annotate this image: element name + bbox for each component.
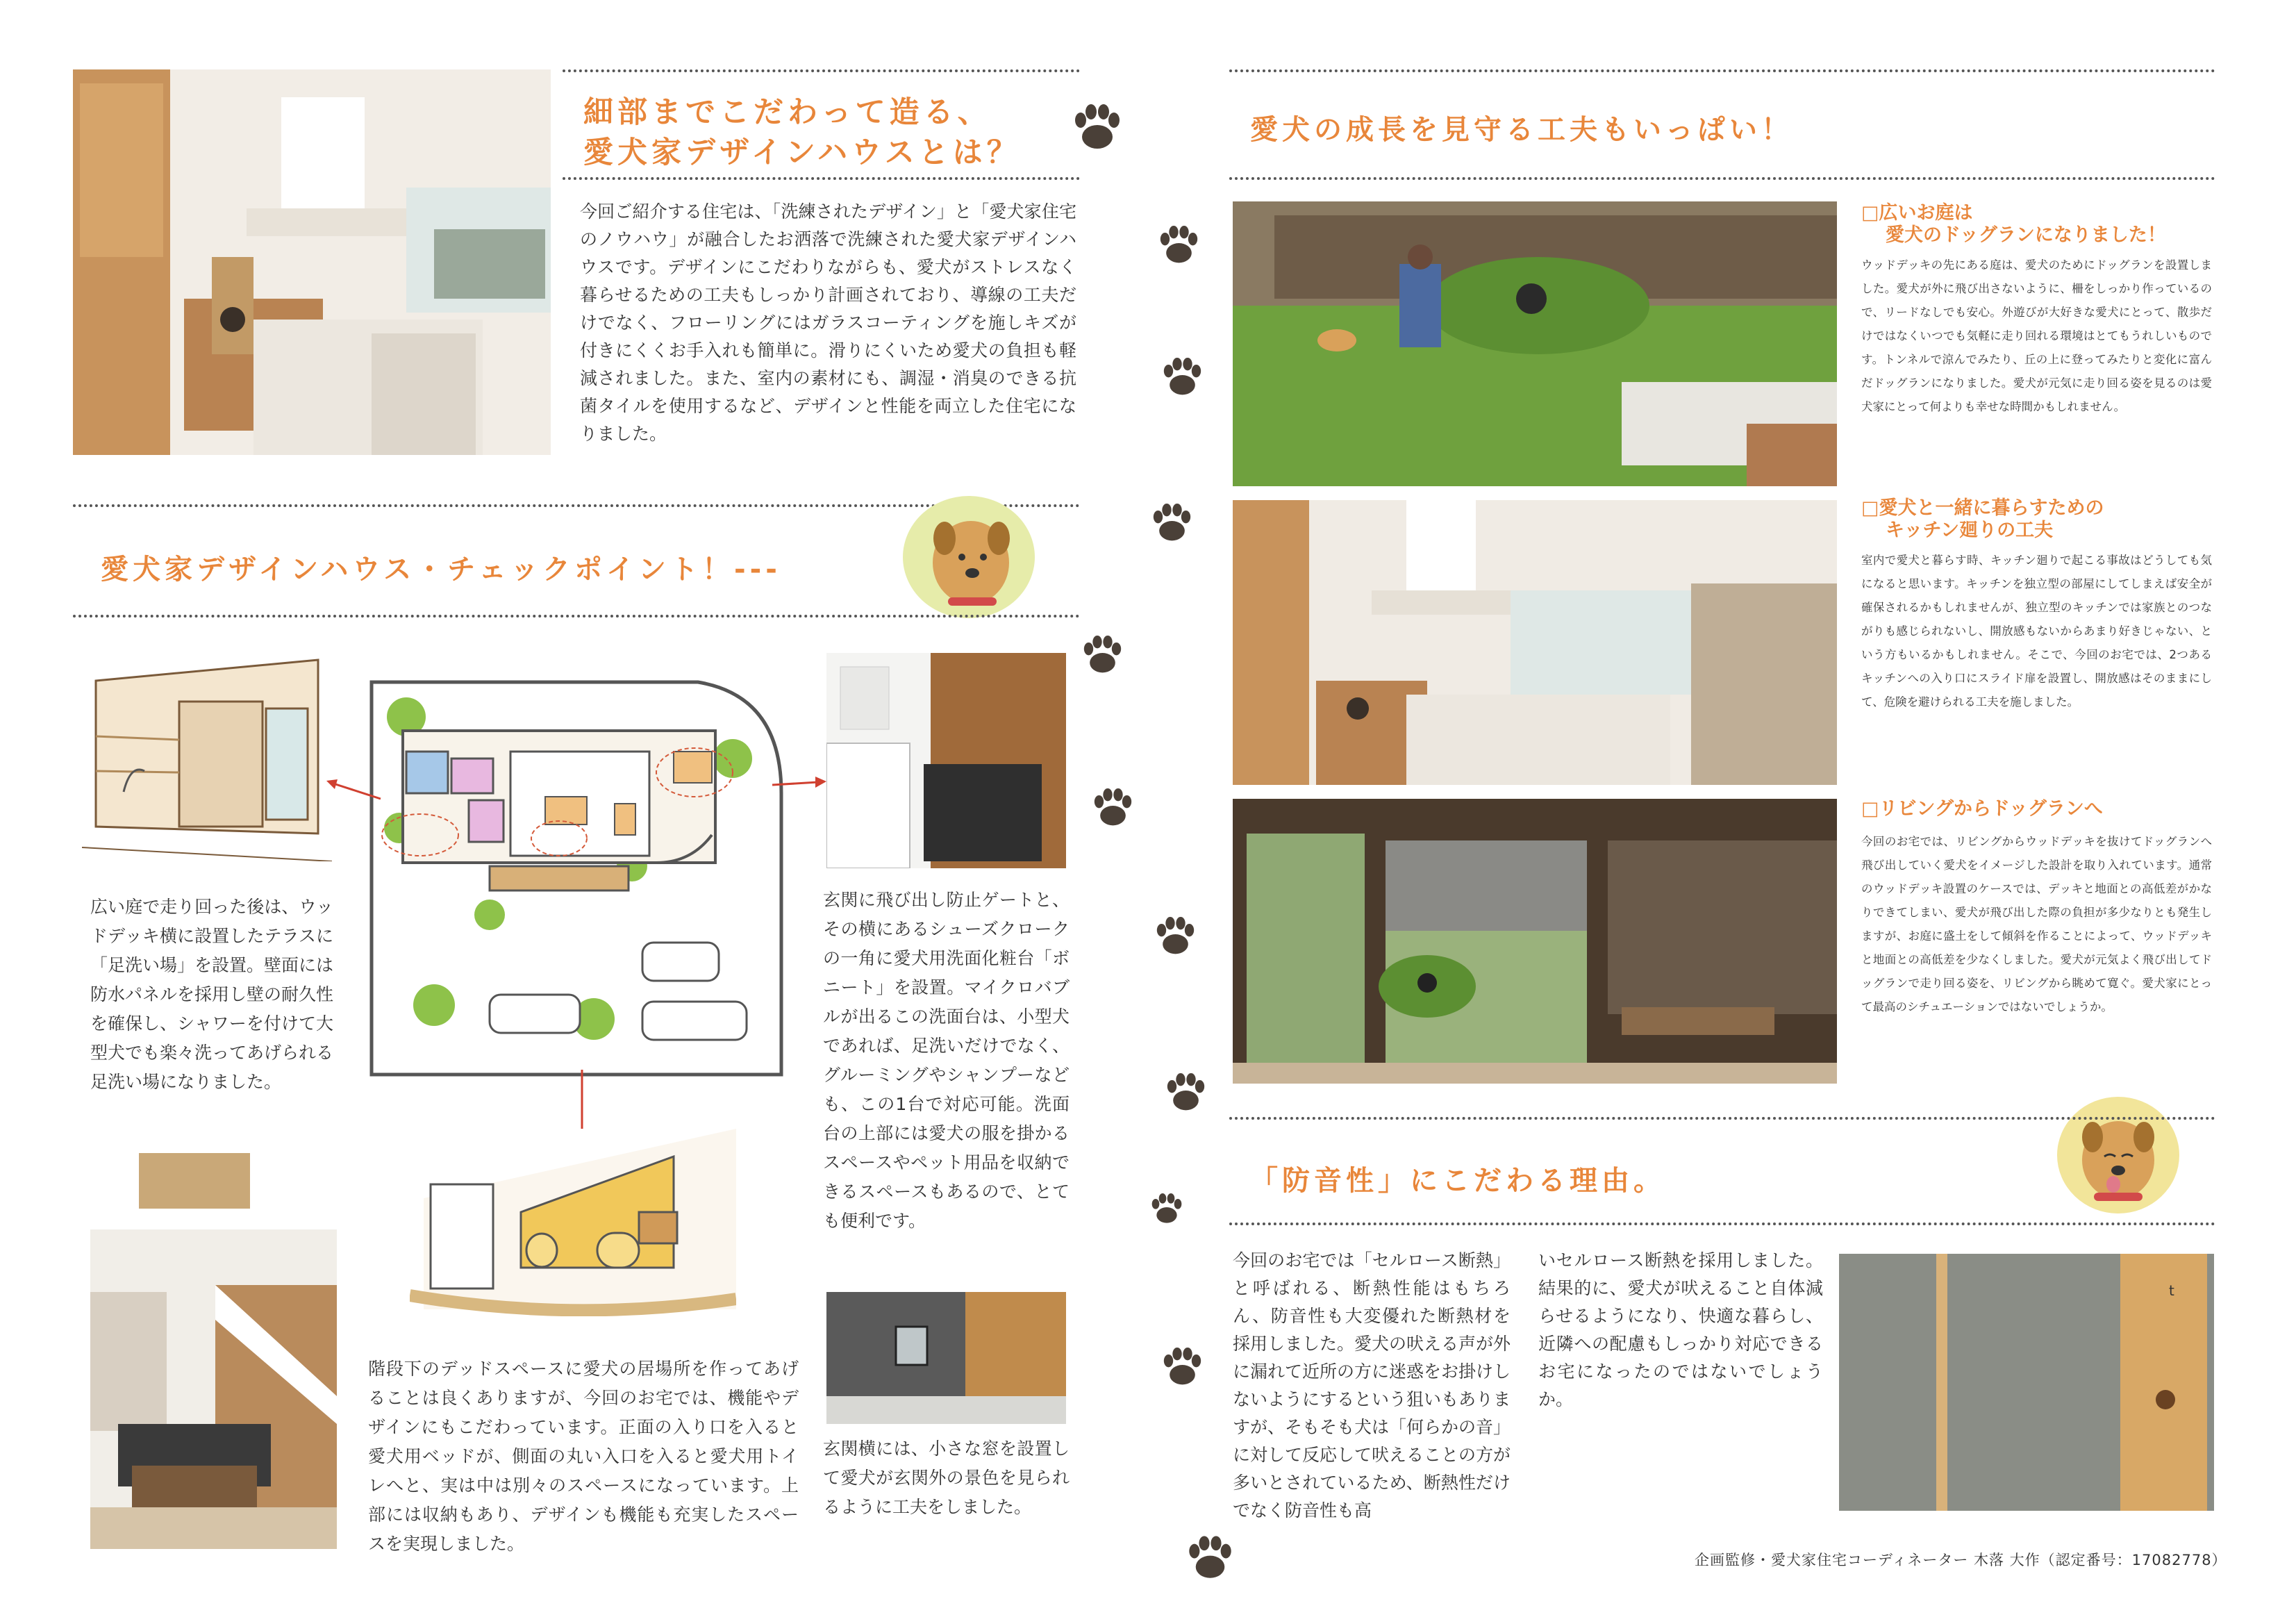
kitchen-photo-right — [1233, 500, 1837, 785]
paw-icon — [1087, 781, 1139, 834]
growth-heading: 愛犬の成長を見守る工夫もいっぱい！ — [1250, 114, 1793, 146]
checkpoint-heading: 愛犬家デザインハウス・チェックポイント！--- — [101, 554, 781, 586]
checkpoint-text-left: 広い庭で走り回った後は、ウッドデッキ横に設置したテラスに「足洗い場」を設置。壁面には防水パネルを採用し壁の耐久性を確保し、シャワーを付けて大型犬でも楽々洗ってあげられる足洗い場になりました。 — [90, 897, 334, 1092]
checkpoint-text-bottom-center: 階段下のデッドスペースに愛犬の居場所を作ってあげることは良くありますが、今回のお宅では、機能やデザインにもこだわっています。正面の入り口を入ると愛犬用ベッドが、側面の丸い入口を入ると愛犬用トイレへと、実は中は別々のスペースになっています。上部には収納もあり、デザインも機能も充実したスペースを実現しました。 — [368, 1359, 799, 1554]
growth-item2-body: 室内で愛犬と暮らす時、キッチン廻りで起こる事故はどうしても気になると思います。キッチンを独立型の部屋にしてしまえば安全が確保されるかもしれませんが、独立型のキッチンでは家族とのつながりも感じられないし、開放感もないからあまり好きじゃない、という方もいるかもしれません。そこで、今回のお宅では、2つあるキッチンへの入り口にスライド扉を設置し、開放感はそのままにして、危険を避けられる工夫を施しました。 — [1861, 554, 2212, 709]
growth-item2-title-line1: □愛犬と一緒に暮らすための — [1861, 497, 2104, 519]
growth-item1-title-line2: 愛犬のドッグランになりました！ — [1886, 224, 2166, 246]
section1-body: 今回ご紹介する住宅は、「洗練されたデザイン」と「愛犬家住宅のノウハウ」が融合したお洒落で洗練された愛犬家デザインハウスです。デザインにこだわりながらも、愛犬がストレスなく暮らせるための工夫もしっかり計画されており、導線の工夫だけでなく、フローリングにはガラスコーティングを施しキズが付きにくくお手入れも簡単に。滑りにくいため愛犬の負担も軽減されました。また、室内の素材にも、調湿・消臭のできる抗菌タイルを使用するなど、デザインと性能を両立した住宅になりました。 — [580, 201, 1076, 444]
soundproof-col2: いセルロース断熱を採用しました。結果的に、愛犬が吠えること自体減らせるようになり、快適な暮らし、近隣への配慮もしっかり対応できるお宅になったのではないでしょうか。 — [1538, 1250, 1823, 1409]
paw-icon — [1076, 629, 1129, 681]
paw-icon — [1181, 1528, 1240, 1587]
living-stair-photo — [90, 1146, 337, 1549]
living-to-dogrun-photo — [1233, 799, 1837, 1084]
dog-illustration-2 — [2052, 1094, 2184, 1216]
paw-icon — [1146, 497, 1198, 549]
divider — [1229, 69, 2215, 72]
growth-item1-title-line1: □広いお庭は — [1861, 202, 1973, 224]
growth-item3-title: □リビングからドッグランへ — [1861, 798, 2103, 820]
paw-icon — [1156, 351, 1208, 403]
svg-text:t: t — [2169, 1282, 2174, 1299]
section1-heading-line1: 細部までこだわって造る、 — [583, 95, 992, 130]
paw-icon — [1160, 1066, 1212, 1118]
paw-icon — [1146, 1188, 1188, 1229]
growth-item1-body: ウッドデッキの先にある庭は、愛犬のためにドッグランを設置しました。愛犬が外に飛び出さないように、柵をしっかり作っているので、リードなしでも安心。外遊びが大好きな愛犬にとって、散歩だけではなくいつでも気軽に走り回れる環境はとてもうれしいものです。トンネルで涼んでみたり、丘の上に登ってみたりと変化に富んだドッグランになりました。愛犬が元気に走り回る姿を見るのは愛犬家にとって何よりも幸せな時間かもしれません。 — [1861, 258, 2212, 413]
soundproof-heading: 「防音性」にこだわる理由。 — [1250, 1165, 1665, 1197]
divider — [1229, 177, 2215, 180]
divider — [73, 615, 1080, 618]
divider — [563, 69, 1080, 72]
paw-icon — [1153, 219, 1205, 271]
paw-icon — [1066, 96, 1129, 158]
divider — [1229, 1223, 2215, 1225]
cellulose-insulation-photo — [1839, 1254, 2214, 1511]
wash-area-sketch — [82, 653, 332, 861]
divider — [563, 177, 1080, 180]
arrow-left — [326, 778, 382, 806]
floor-plan — [365, 675, 788, 1082]
entrance-gate-photo — [826, 653, 1066, 868]
credit-line: 企画監修・愛犬家住宅コーディネーター 木落 大作（認定番号：17082778） — [1695, 1552, 2227, 1568]
entrance-window-photo — [826, 1292, 1066, 1424]
dog-illustration — [896, 493, 1042, 622]
paw-icon — [1156, 1341, 1208, 1393]
arrow-right — [771, 771, 826, 799]
section1-heading-line2: 愛犬家デザインハウスとは？ — [583, 135, 1021, 170]
divider — [1229, 1117, 2215, 1120]
checkpoint-text-bottom-right: 玄関横には、小さな窓を設置して愛犬が玄関外の景色を見られるように工夫をしました。 — [823, 1439, 1070, 1517]
stair-doghouse-sketch — [410, 1129, 736, 1316]
paw-icon — [1149, 910, 1201, 962]
kitchen-photo-top — [73, 69, 551, 455]
soundproof-col1: 今回のお宅では「セルロース断熱」と呼ばれる、断熱性能はもちろん、防音性も大変優れた断熱材を採用しました。愛犬の吠える声が外に漏れて近所の方に迷惑をお掛けしないようにするという狙いもありますが、そもそも犬は「何らかの音」に対して反応して吠えることの方が多いとされているため、断熱性だけでなく防音性も高 — [1233, 1250, 1511, 1521]
growth-item2-title-line2: キッチン廻りの工夫 — [1886, 520, 2054, 541]
growth-item3-body: 今回のお宅では、リビングからウッドデッキを抜けてドッグランへ飛び出していく愛犬をイメージした設計を取り入れています。通常のウッドデッキ設置のケースでは、デッキと地面との高低差がかなりできてしまい、愛犬が飛び出した際の負担が多少なりとも発生しますが、お庭に盛土をして傾斜を作ることによって、ウッドデッキと地面との高低差を少なくしました。愛犬が元気よく飛び出してドッグランで走り回る姿を、リビングから眺めて寛ぐ。愛犬家にとって最高のシチュエーションではないでしょうか。 — [1861, 835, 2212, 1013]
dog-run-photo — [1233, 201, 1837, 486]
checkpoint-text-right: 玄関に飛び出し防止ゲートと、その横にあるシューズクロークの一角に愛犬用洗面化粧台「ボニート」を設置。マイクロバブルが出るこの洗面台は、小型犬であれば、足洗いだけでなく、グルーミングやシャンプーなども、この1台で対応可能。洗面台の上部には愛犬の服を掛かるスペースやペット用品を収納できるスペースもあるので、とても便利です。 — [823, 890, 1070, 1231]
